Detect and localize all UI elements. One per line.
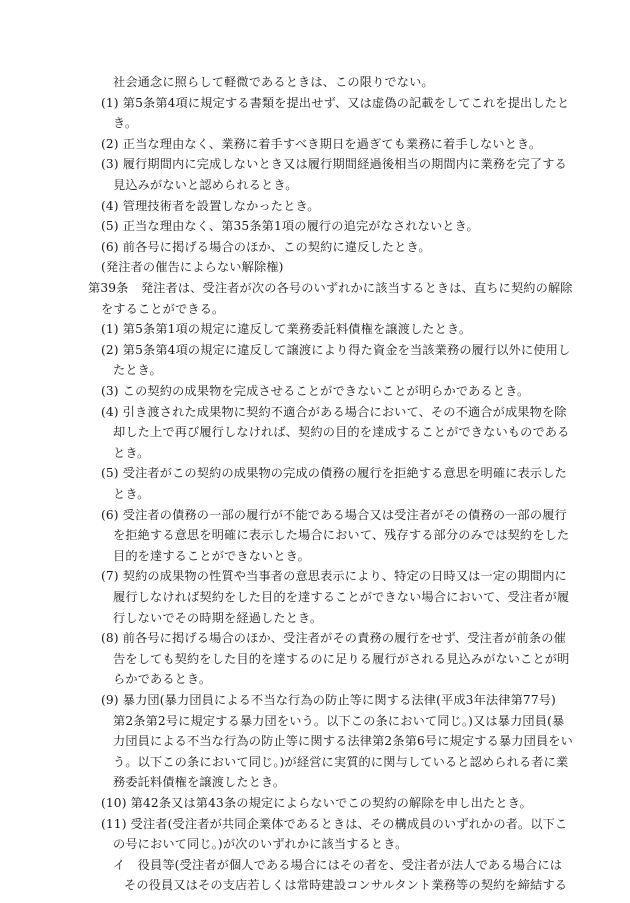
text-line: (4) 引き渡された成果物に契約不適合がある場合において、その不適合が成果物を除 xyxy=(101,404,567,419)
text-line: をすることができる。 xyxy=(101,301,225,316)
text-line: 力団員による不当な行為の防止等に関する法律第2条第6号に規定する暴力団員をい xyxy=(113,734,573,749)
text-line: き。 xyxy=(113,116,138,131)
text-line: を拒絶する意思を明確に表示した場合において、残存する部分のみでは契約をした xyxy=(113,528,570,543)
text-line: (1) 第5条第4項に規定する書類を提出せず、又は虚偽の記載をしてこれを提出したと xyxy=(101,95,570,110)
text-line: (7) 契約の成果物の性質や当事者の意思表示により、特定の日時又は一定の期間内に xyxy=(101,569,567,584)
text-line: う。以下この条において同じ。)が経営に実質的に関与していると認められる者に業 xyxy=(113,754,569,769)
text-line: 務委託料債権を譲渡したとき。 xyxy=(113,775,286,790)
text-line: 社会通念に照らして軽微であるときは、この限りでない。 xyxy=(113,75,434,89)
text-line: (9) 暴力団(暴力団員による不当な行為の防止等に関する法律(平成3年法律第77号) xyxy=(101,693,556,707)
text-line: の号において同じ。)が次のいずれかに該当するとき。 xyxy=(113,837,408,852)
text-line: (4) 管理技術者を設置しなかったとき。 xyxy=(101,198,320,213)
text-line: (3) 履行期間内に完成しないとき又は履行期間経過後相当の期間内に業務を完了する xyxy=(101,157,567,172)
text-line: (6) 受注者の債務の一部の履行が不能である場合又は受注者がその債務の一部の履行 xyxy=(101,507,567,522)
text-line: (3) この契約の成果物を完成させることができないことが明らかであるとき。 xyxy=(101,384,530,398)
text-line: イ 役員等(受注者が個人である場合にはその者を、受注者が法人である場合には xyxy=(113,857,563,872)
text-line: (6) 前各号に掲げる場合のほか、この契約に違反したとき。 xyxy=(101,239,431,254)
text-line: 行しないでその時期を経過したとき。 xyxy=(113,610,323,625)
text-line: 告をしても契約をした目的を達するのに足りる履行がされる見込みがないことが明 xyxy=(113,651,570,666)
text-line: (1) 第5条第1項の規定に違反して業務委託料債権を譲渡したとき。 xyxy=(101,322,472,337)
text-line: (2) 第5条第4項の規定に違反して譲渡により得た資金を当該業務の履行以外に使用し xyxy=(101,342,571,357)
text-line: 第2条第2号に規定する暴力団をいう。以下この条において同じ。)又は暴力団員(暴 xyxy=(113,713,565,728)
text-line: 履行しなければ契約をした目的を達することができない場合において、受注者が履 xyxy=(113,590,570,604)
text-line: (2) 正当な理由なく、業務に着手すべき期日を過ぎても業務に着手しないとき。 xyxy=(101,136,542,151)
text-line: たとき。 xyxy=(113,363,162,378)
text-line: 目的を達することができないとき。 xyxy=(113,548,310,563)
text-line: 見込みがないと認められるとき。 xyxy=(113,178,298,192)
text-line: (11) 受注者(受注者が共同企業体であるときは、その構成員のいずれかの者。以下こ xyxy=(101,816,568,831)
text-line: らかであるとき。 xyxy=(113,672,212,687)
text-line: (5) 受注者がこの契約の成果物の完成の債務の履行を拒絶する意思を明確に表示した xyxy=(101,466,567,481)
text-line: とき。 xyxy=(113,445,150,460)
text-line: (10) 第42条又は第43条の規定によらないでこの契約の解除を申し出たとき。 xyxy=(101,796,532,810)
text-line: 第39条 発注者は、受注者が次の各号のいずれかに該当するときは、直ちに契約の解除 xyxy=(88,281,573,295)
text-line: (8) 前各号に掲げる場合のほか、受注者がその責務の履行をせず、受注者が前条の催 xyxy=(101,631,566,646)
text-line: 却した上で再び履行しなければ、契約の目的を達成することができないものである xyxy=(113,425,570,440)
text-line: とき。 xyxy=(113,487,150,501)
text-line: (発注者の催告によらない解除権) xyxy=(101,260,284,275)
text-line: (5) 正当な理由なく、第35条第1項の履行の追完がなされないとき。 xyxy=(101,219,479,234)
text-line: その役員又はその支店若しくは常時建設コンサルタント業務等の契約を締結する xyxy=(124,878,568,893)
